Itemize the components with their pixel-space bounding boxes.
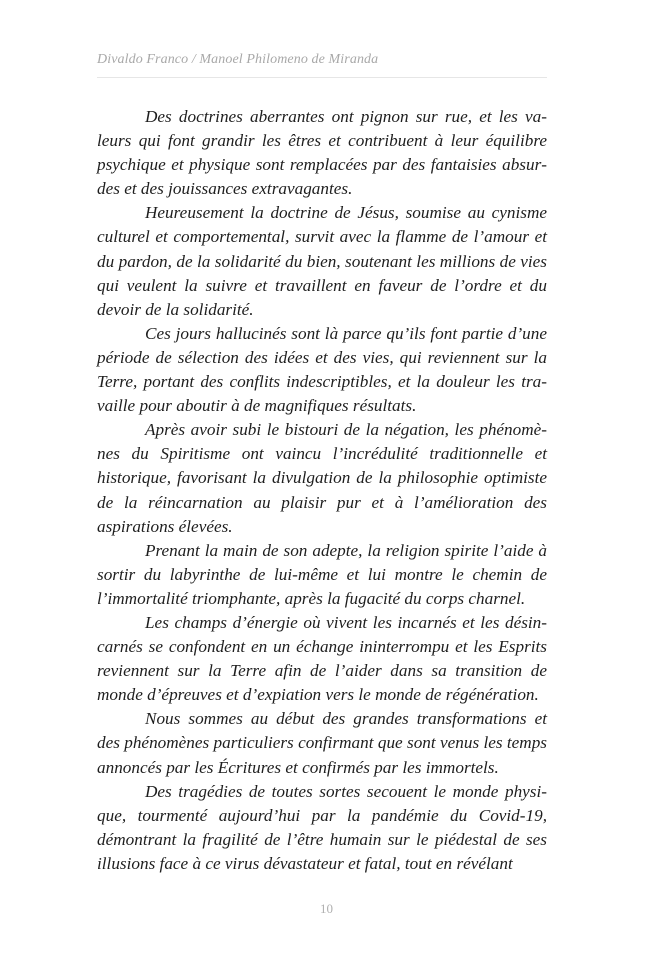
paragraph-4: Après avoir subi le bistouri de la négation, les phénomènes du Spiritisme ont vaincu l’incrédulité traditionnelle et historique, favorisant la divulgation de la philosophie optimiste de la réincarnation au plaisir pur et à l’amélioration des aspirations élevées. bbox=[97, 420, 547, 536]
running-header: Divaldo Franco / Manoel Philomeno de Miranda bbox=[97, 52, 379, 67]
body-text bbox=[97, 105, 547, 876]
paragraph-5: Prenant la main de son adepte, la religion spirite l’aide à sortir du labyrinthe de lui-même et lui montre le chemin de l’immortalité triomphante, après la fugacité du corps charnel. bbox=[97, 540, 547, 608]
page-number: 10 bbox=[320, 901, 333, 916]
header-divider bbox=[97, 77, 547, 78]
paragraph-6: Les champs d’énergie où vivent les incarnés et les désincarnés se confondent en un échange ininterrompu et les Esprits reviennent sur la Terre afin de l’aider dans sa transition de monde d’épreuves et d’expiation vers le monde de régénération. bbox=[97, 612, 547, 705]
paragraph-2: Heureusement la doctrine de Jésus, soumise au cynisme culturel et comportemental, survit avec la flamme de l’amour et du pardon, de la solidarité du bien, soutenant les millions de vies qui veulent la suivre et travaillent en faveur de l’ordre et du devoir de la solidarité. bbox=[97, 203, 547, 319]
paragraph-1: Des doctrines aberrantes ont pignon sur rue, et les valeurs qui font grandir les êtres et contribuent à leur équilibre psychique et physique sont remplacées par des fantaisies absurdes et des jouissances extravagantes. bbox=[97, 107, 547, 199]
paragraph-7: Nous sommes au début des grandes transformations et des phénomènes particuliers confirmant que sont venus les temps annoncés par les Écritures et confirmés par les immortels. bbox=[97, 709, 547, 777]
paragraph-3: Ces jours hallucinés sont là parce qu’ils font partie d’une période de sélection des idées et des vies, qui reviennent sur la Terre, portant des conflits indescriptibles, et la douleur les travaille pour aboutir à de magnifiques résultats. bbox=[97, 323, 547, 416]
paragraph-8: Des tragédies de toutes sortes secouent le monde physique, tourmenté aujourd’hui par la pandémie du Covid-19, démontrant la fragilité de l’être humain sur le piédestal de ses illusions face à ce virus dévastateur et fatal, tout en révélant bbox=[97, 781, 547, 873]
